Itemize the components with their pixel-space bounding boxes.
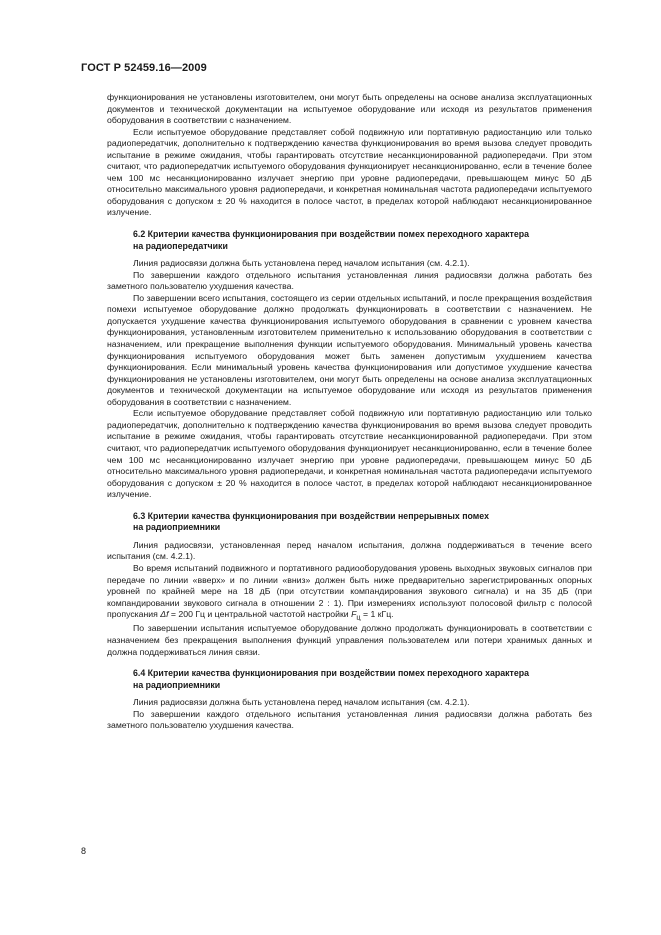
heading-line: на радиоприемники: [133, 522, 221, 533]
heading-line: 6.4 Критерии качества функционирования при воздействии помех переходного характера: [133, 668, 530, 679]
text-run: = 1 кГц.: [360, 609, 394, 620]
section-heading-6-4: [107, 668, 592, 691]
text-run: Во время испытаний подвижного и портативного радиооборудования уровень выходных звуковых сигналов при передаче по линии «вверх» и по линии «вниз» должен быть ниже предварительно зарегистрированных опорных уровней по крайней мере на 18 дБ (при отсутствии компандирования звукового сигнала) и на 35 дБ (при компандировании звукового сигнала в отношении 2 : 1). При измерениях используют полосовой фильтр с полосой пропускания: [107, 562, 592, 620]
paragraph: [107, 563, 592, 623]
paragraph: Линия радиосвязи должна быть установлена перед началом испытания (см. 4.2.1).: [133, 258, 470, 269]
paragraph: Если испытуемое оборудование представляет собой подвижную или портативную радиостанцию или только радиопередатчик, дополнительно к подтверждению качества функционирования во время вызова следует проводить испытание в режиме ожидания, чтобы гарантировать отсутствие несанкционированной радиопередачи. При этом считают, что радиопередатчик испытуемого оборудования функционирует несанкционированно, если в течение более чем 100 мс несанкционированно излучает энергию при уровне радиопередачи, превышающем минус 50 дБ относительно максимального уровня радиопередачи, и конкретная номинальная частота радиопередачи испытуемого оборудования с допуском ± 20 % находится в полосе частот, в пределах которой наблюдают несанкционированное излучение.: [107, 126, 592, 218]
paragraph: По завершении испытания испытуемое оборудование должно продолжать функционировать в соответствии с назначением без прекращения выполнения функций управления пользователем или потери хранимых данных и должна поддерживаться линия связи.: [107, 623, 592, 657]
text-run: = 200 Гц и центральной частотой настройки: [168, 609, 352, 620]
section-heading-6-3: [107, 511, 592, 534]
standard-header: ГОСТ Р 52459.16—2009: [81, 62, 207, 74]
section-heading-6-2: [107, 229, 592, 252]
heading-line: на радиопередатчики: [133, 240, 228, 251]
paragraph: Если испытуемое оборудование представляет собой подвижную или портативную радиостанцию или только радиопередатчик, дополнительно к подтверждению качества функционирования во время вызова следует проводить испытание в режиме ожидания, чтобы гарантировать отсутствие несанкционированной радиопередачи. При этом считают, что радиопередатчик испытуемого оборудования функционирует несанкционированно, если в течение более чем 100 мс несанкционированно излучает энергию при уровне радиопередачи, превышающем минус 50 дБ относительно максимального уровня радиопередачи, и конкретная номинальная частота радиопередачи испытуемого оборудования с допуском ± 20 % находится в полосе частот, в пределах которой наблюдают несанкционированное излучение.: [107, 408, 592, 500]
paragraph: По завершении каждого отдельного испытания установленная линия радиосвязи должна работать без заметного пользователю ухудшения качества.: [107, 269, 592, 292]
paragraph: По завершении всего испытания, состоящего из серии отдельных испытаний, и после прекращения воздействия помехи испытуемое оборудование должно продолжать функционировать в соответствии с назначением. Не допускается ухудшение качества функционирования испытуемого оборудования в сравнении с уровнем качества функционирования, установленным изготовителем применительно к использованию оборудования в соответствии с назначением, или прекращение выполнения функции испытуемого оборудования. Минимальный уровень качества функционирования испытуемого оборудования может быть заменен допустимым ухудшением качества функционирования. Если минимальный уровень качества функционирования или допустимое ухудшение качества функционирования не установлены изготовителем, они могут быть определены на основе анализа эксплуатационных документов и технической документации на испытуемое оборудование или исходя из результатов применения оборудования в соответствии с назначением.: [107, 292, 592, 407]
page-number: 8: [81, 846, 87, 856]
symbol-f: F: [351, 609, 357, 620]
document-body: [107, 92, 592, 732]
heading-line: 6.2 Критерии качества функционирования при воздействии помех переходного характера: [133, 229, 530, 240]
symbol-delta-f: Δf: [160, 609, 169, 620]
heading-line: на радиоприемники: [133, 679, 221, 690]
paragraph: По завершении каждого отдельного испытания установленная линия радиосвязи должна работать без заметного пользователю ухудшения качества.: [107, 708, 592, 731]
heading-line: 6.3 Критерии качества функционирования при воздействии непрерывных помех: [133, 510, 489, 521]
paragraph: Линия радиосвязи должна быть установлена перед началом испытания (см. 4.2.1).: [133, 697, 470, 708]
symbol-subscript: ц: [356, 612, 361, 622]
paragraph: функционирования не установлены изготовителем, они могут быть определены на основе анализа эксплуатационных документов и технической документации на испытуемое оборудование или исходя из результатов применения оборудования в соответствии с назначением.: [107, 92, 592, 126]
paragraph: Линия радиосвязи, установленная перед началом испытания, должна поддерживаться в течение всего испытания (см. 4.2.1).: [107, 539, 592, 562]
